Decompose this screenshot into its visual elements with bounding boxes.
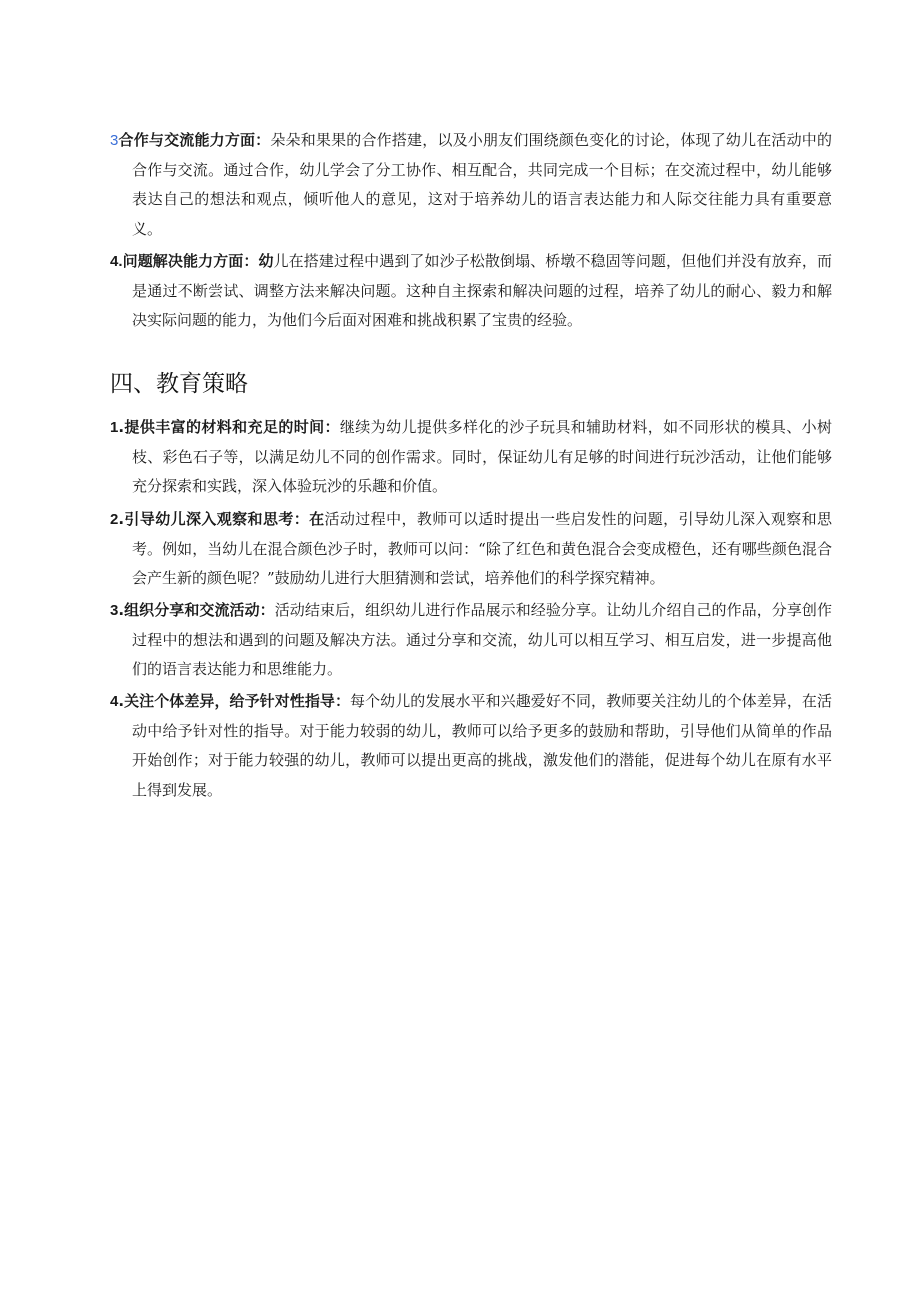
item-heading: 问题解决能力方面：幼 (122, 252, 274, 270)
item-heading: .关注个体差异，给予针对性指导： (118, 692, 351, 710)
item-text: 儿在搭建过程中遇到了如沙子松散倒塌、桥墩不稳固等问题，但他们并没有放弃，而是通过不断尝试、调整方法来解决问题。这种自主探索和解决问题的过程，培养了幼儿的耐心、毅力和解决实际问题的能力，为他们今后面对困难和挑战积累了宝贵的经验。 (132, 252, 832, 329)
item-number: 1 (110, 419, 119, 436)
item-text: 活动过程中，教师可以适时提出一些启发性的问题，引导幼儿深入观察和思考。例如，当幼儿在混合颜色沙子时，教师可以问：“除了红色和黄色混合会变成橙色，还有哪些颜色混合会产生新的颜色呢？”鼓励幼儿进行大胆猜测和尝试，培养他们的科学探究精神。 (132, 510, 832, 587)
ability-item-cooperation (110, 126, 832, 244)
item-text: 活动结束后，组织幼儿进行作品展示和经验分享。让幼儿介绍自己的作品，分享创作过程中的想法和遇到的问题及解决方法。通过分享和交流，幼儿可以相互学习、相互启发，进一步提高他们的语言表达能力和思维能力。 (132, 601, 832, 678)
strategy-item-guidance (110, 505, 832, 594)
ability-item-problem-solving (110, 247, 832, 336)
item-heading: .组织分享和交流活动： (118, 601, 275, 619)
item-heading: .提供丰富的材料和充足的时间： (118, 418, 340, 436)
strategy-item-individual (110, 687, 832, 805)
item-text: 每个幼儿的发展水平和兴趣爱好不同，教师要关注幼儿的个体差异，在活动中给予针对性的指导。对于能力较弱的幼儿，教师可以给予更多的鼓励和帮助，引导他们从简单的作品开始创作；对于能力较强的幼儿，教师可以提出更高的挑战，激发他们的潜能，促进每个幼儿在原有水平上得到发展。 (132, 692, 832, 799)
item-text: 朵朵和果果的合作搭建，以及小朋友们围绕颜色变化的讨论，体现了幼儿在活动中的合作与交流。通过合作，幼儿学会了分工协作、相互配合，共同完成一个目标；在交流过程中，幼儿能够表达自己的想法和观点，倾听他人的意见，这对于培养幼儿的语言表达能力和人际交往能力具有重要意义。 (132, 131, 832, 238)
item-text: 继续为幼儿提供多样化的沙子玩具和辅助材料，如不同形状的模具、小树枝、彩色石子等，以满足幼儿不同的创作需求。同时，保证幼儿有足够的时间进行玩沙活动，让他们能够充分探索和实践，深入体验玩沙的乐趣和价值。 (132, 418, 832, 495)
item-number: 2 (110, 511, 119, 528)
item-heading: 合作与交流能力方面： (118, 131, 271, 149)
item-number: 4. (110, 253, 123, 270)
item-number: 3 (110, 602, 119, 619)
section-title-strategies: 四、教育策略 (110, 371, 248, 397)
item-number: 4 (110, 693, 119, 710)
item-number: 3 (110, 132, 119, 149)
strategy-item-sharing (110, 596, 832, 685)
strategy-item-materials (110, 413, 832, 502)
item-heading: .引导幼儿深入观察和思考：在 (118, 510, 325, 528)
